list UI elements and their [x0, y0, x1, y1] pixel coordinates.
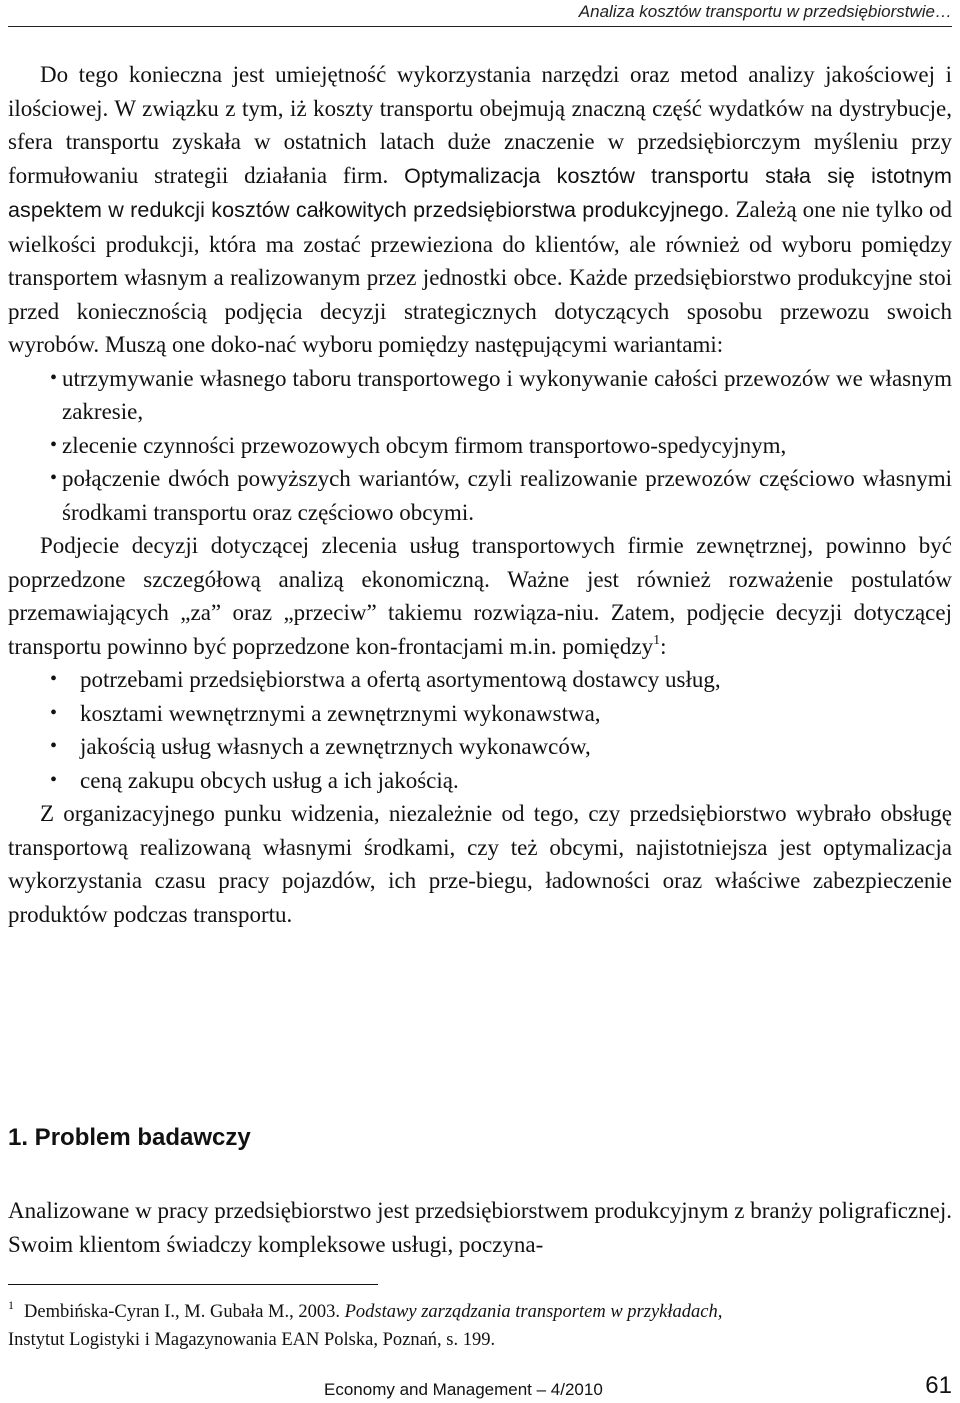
footnote-reference[interactable]: 1	[653, 632, 661, 648]
list-item-text: utrzymywanie własnego taboru transportowego i wykonywanie całości przewozów we własnym zakresie,	[62, 365, 952, 424]
variants-list	[8, 362, 952, 530]
footnote-title: Podstawy zarządzania transportem w przykładach,	[344, 1302, 723, 1322]
list-item-text: ceną zakupu obcych usług a ich jakością.	[80, 767, 459, 793]
bullet-icon: •	[50, 467, 58, 489]
bullet-icon: •	[50, 735, 58, 757]
page-number: 61	[925, 1372, 952, 1399]
paragraph-decision-text: Podjecie decyzji dotyczącej zlecenia usług transportowych firmie zewnętrznej, powinno być poprzedzone szczegółową analizą ekonomiczną. Ważne jest również rozważenie postulatów przemawiających „za” oraz „przeciw” takiemu rozwiąza-niu. Zatem, podjęcie decyzji dotyczącej transportu powinno być poprzedzone kon-frontacjami m.in. pomiędzy	[8, 533, 952, 659]
bullet-icon: •	[50, 701, 58, 724]
section-paragraph: Analizowane w pracy przedsiębiorstwo jest przedsiębiorstwem produkcyjnym z branży poligraficznej. Swoim klientom świadczy kompleksowe usługi, poczyna-	[8, 1198, 952, 1257]
list-item	[8, 362, 952, 429]
list-item-text: zlecenie czynności przewozowych obcym firmom transportowo-spedycyjnym,	[62, 432, 787, 458]
list-item-text: jakością usług własnych a zewnętrznych wykonawców,	[80, 734, 591, 759]
footnote	[8, 1298, 952, 1354]
list-item	[8, 730, 952, 764]
list-item	[8, 663, 952, 697]
body-text	[8, 58, 952, 931]
section-heading: 1. Problem badawczy	[8, 1124, 251, 1151]
list-item-text: kosztami wewnętrznymi a zewnętrznymi wykonawstwa,	[80, 700, 601, 726]
confrontations-list	[8, 663, 952, 797]
bullet-icon: •	[50, 366, 58, 389]
paragraph-intro-sans-sentence: Optymalizacja kosztów transportu stała się istotnym aspektem w redukcji kosztów całkowitych przedsiębiorstwa produkcyjnego.	[8, 163, 952, 222]
list-item	[8, 764, 952, 798]
page-footer	[8, 1372, 952, 1402]
paragraph-intro	[8, 58, 952, 362]
footnote-publisher: Instytut Logistyki i Magazynowania EAN Polska, Poznań, s. 199.	[8, 1330, 496, 1350]
paragraph-intro-lead: Do tego konieczna jest umiejętność wykorzystania narzędzi oraz metod analizy jakościowej i ilościowej. W związku z tym, iż koszty transportu obejmują znaczną część wydatków na dystrybucje, sfera transportu zyskała w ostatnich latach duże znaczenie w przedsiębiorczym myśleniu przy formułowaniu strategii działania firm.	[8, 62, 952, 188]
bullet-icon: •	[50, 433, 58, 456]
list-item-text: potrzebami przedsiębiorstwa a ofertą asortymentową dostawcy usług,	[80, 667, 721, 692]
running-header: Analiza kosztów transportu w przedsiębiorstwie…	[8, 0, 952, 27]
list-item	[8, 462, 952, 529]
list-item-text: połączenie dwóch powyższych wariantów, czyli realizowanie przewozów częściowo własnymi środkami transportu oraz częściowo obcymi.	[62, 466, 952, 525]
paragraph-intro-tail: Zależą one nie tylko od wielkości produkcji, która ma zostać przewieziona do klientów, ale również od wyboru pomiędzy transportem własnym a realizowanym przez jednostki obce. Każde przedsiębiorstwo produkcyjne stoi przed koniecznością podjęcia decyzji strategicznych dotyczących sposobu przewozu swoich wyrobów. Muszą one doko-nać wyboru pomiędzy następującymi wariantami:	[8, 197, 952, 357]
footnote-number: 1	[8, 1298, 14, 1312]
list-item	[8, 429, 952, 463]
paragraph-organizational: Z organizacyjnego punku widzenia, niezależnie od tego, czy przedsiębiorstwo wybrało obsługę transportową realizowaną własnymi środkami, czy też obcymi, najistotniejsza jest optymalizacja wykorzystania czasu pracy pojazdów, ich prze-biegu, ładowności oraz właściwe zabezpieczenie produktów podczas transportu.	[8, 801, 952, 927]
list-item	[8, 697, 952, 731]
paragraph-decision	[8, 529, 952, 663]
bullet-icon: •	[50, 768, 58, 791]
journal-name: Economy and Management – 4/2010	[324, 1380, 603, 1399]
footnote-divider	[8, 1284, 378, 1285]
footnote-authors: Dembińska-Cyran I., M. Gubała M., 2003.	[24, 1302, 340, 1322]
paragraph-decision-colon: :	[660, 633, 667, 659]
bullet-icon: •	[50, 668, 58, 690]
